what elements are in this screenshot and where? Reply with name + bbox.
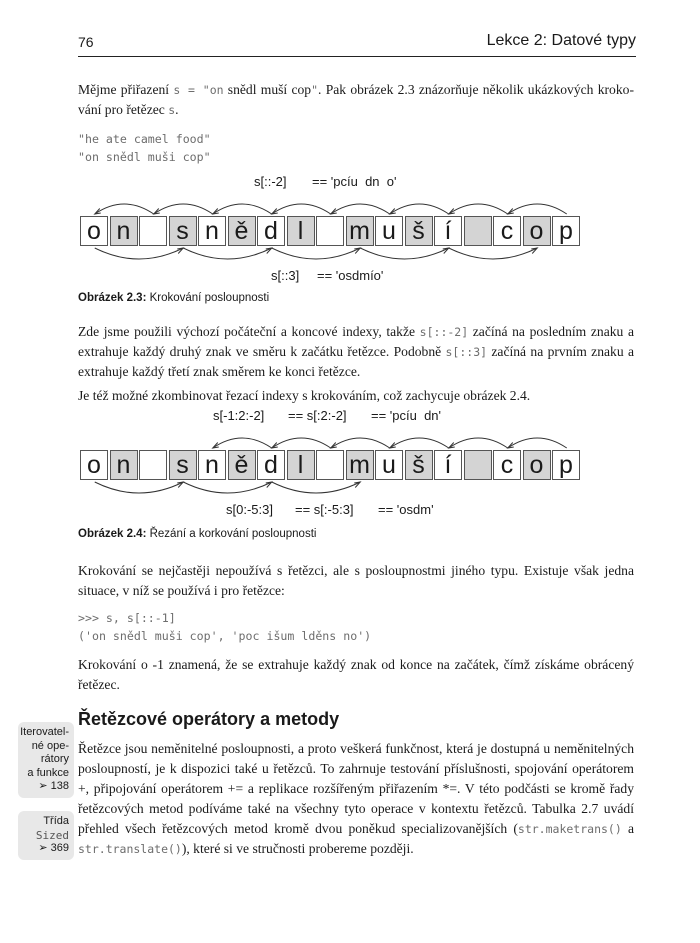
stride-arrow [390,204,449,214]
stride-arrow [390,438,449,448]
fig2-bottom-label-eq: == s[:-5:3] [295,502,354,517]
strip-cell: c [493,216,521,246]
strip-cell: ě [228,450,256,480]
fig1-bottom-label-result: == 'osdmío' [317,268,384,283]
stride-arrow [449,204,508,214]
paragraph-2 [78,322,634,382]
intro-code-3: " [311,83,319,97]
strip-cell: d [257,450,285,480]
caption-label: Obrázek 2.3: [78,292,147,304]
para2-text-3: začíná na prvním znaku a extrahuje každý třetí znak směrem ke konci řetězce. [78,344,634,379]
strip-cell [464,216,492,246]
strip-cell: í [434,450,462,480]
strip-cell: u [375,216,403,246]
sidebar-code: Sized [35,828,69,842]
paragraph-3: Je též možné zkombinovat řezací indexy s krokováním, což zachycuje obrázek 2.4. [78,388,531,403]
strip-cell: š [405,216,433,246]
stride-arrow [95,482,184,493]
stride-arrow [272,204,331,214]
stride-arrow [213,438,272,448]
para6-code-2: str.translate() [78,842,182,856]
strip-cell: n [110,216,138,246]
sidebar-line: a funkce [27,766,69,779]
strip-cell: p [552,216,580,246]
strip-cell: í [434,216,462,246]
para6-code-1: str.maketrans() [517,822,622,836]
stride-arrow [272,482,361,493]
stride-arrow [213,204,272,214]
sidebar-line: Třída [43,815,69,827]
intro-text-1: Mějme přiřazení [78,82,174,97]
stride-arrow [95,248,184,259]
code-line: ('on snědl muši cop', 'poc išum lděns no') [78,629,372,643]
sidebar-ref-iterable-operators[interactable] [18,722,74,798]
stride-arrow [508,438,567,448]
intro-code-2: on [209,83,224,97]
fig1-top-label-result: == 'pcíu dn o' [312,174,397,189]
stride-arrow [272,248,361,259]
strip-cell: c [493,450,521,480]
strip-cell: m [346,450,374,480]
para2-code-2: s[::3] [445,345,488,359]
intro-paragraph [78,80,634,120]
stride-arrow [183,248,272,259]
figure-2-caption [78,528,316,540]
strip-cell [316,450,344,480]
sidebar-line: Iterovatel- [20,726,69,738]
para2-text-1: Zde jsme použili výchozí počáteční a koncové indexy, takže [78,324,420,339]
stride-arrow [95,204,154,214]
strip-cell: l [287,450,315,480]
fig2-bottom-label-expr: s[0:-5:3] [226,502,273,517]
strip-cell [316,216,344,246]
stride-arrow [508,204,567,214]
code-block-2 [78,609,371,645]
strip-cell: o [523,450,551,480]
paragraph-5: Krokování o -1 znamená, že se extrahuje každý znak od konce na začátek, čímž získáme obrácený řetězec. [78,657,634,692]
stride-arrow [183,482,272,493]
stride-arrow [449,248,538,259]
para6-text-2: a [621,821,634,836]
sidebar-line: rátory [40,753,69,765]
strip-cell: d [257,216,285,246]
page-header [78,32,636,57]
strip-cell: m [346,216,374,246]
sidebar-line: né ope- [31,739,69,752]
intro-text-3: . Pak obrázek 2.3 znázorňuje několik ukázkových kroko-vání pro řetězec [78,82,634,117]
strip-cell: p [552,450,580,480]
code-line: "on snědl muši cop" [78,150,211,164]
page-number: 76 [78,34,94,50]
intro-code-1: s = " [173,83,210,97]
strip-cell: o [80,450,108,480]
stride-arrow [272,438,331,448]
strip-cell [139,216,167,246]
stride-arrow [331,204,390,214]
strip-cell: ě [228,216,256,246]
para6-text-1: Řetězce jsou neměnitelné posloupnosti, a proto veškerá funkčnost, která je dostupná u neměnitelných posloupností, je k dispozici také u řetězců. To zahrnuje testování příslušnosti, spojování operátorem +, připojování operátorem += a replikace rozšířeným přiřazením *=. V této podčásti se kromě řady řetězcových metod podíváme také na všechny tyto operace v kontextu řetězců. Tabulka 2.7 uvádí přehled všech řetězcových metod kromě dvou poněkud specializovanějších ( [78,741,634,836]
fig2-top-label-expr: s[-1:2:-2] [213,408,265,423]
fig2-top-label-result: == 'pcíu dn' [371,408,442,423]
stride-arrow [449,438,508,448]
para2-text-2: začíná na posledním znaku a extrahuje každý druhý znak ve směru k začátku řetězce. Podobně [78,324,634,359]
stride-arrow [331,438,390,448]
para6-text-3: ), které si ve stručnosti probereme později. [181,841,414,856]
figure-1-caption [78,292,269,304]
fig2-top-label-eq: == s[:2:-2] [288,408,347,423]
paragraph-4: Krokování se nejčastěji nepoužívá s řetězci, ale s posloupnostmi jiného typu. Existuje však jedna situace, v níž se používá i pro řetězce: [78,563,634,598]
caption-label: Obrázek 2.4: [78,528,147,540]
sidebar-ref-sized-class[interactable] [18,811,74,860]
strip-cell: l [287,216,315,246]
intro-text-4: . [175,102,179,117]
strip-cell: o [80,216,108,246]
fig1-top-label-expr: s[::-2] [254,174,287,189]
strip-cell: s [169,450,197,480]
stride-arrow [154,204,213,214]
strip-cell: u [375,450,403,480]
strip-cell: o [523,216,551,246]
para2-code-1: s[::-2] [419,325,469,339]
intro-code-s: s [168,103,176,117]
caption-text: Řezání a korkování posloupnosti [146,528,317,540]
strip-cell: š [405,450,433,480]
strip-cell: n [110,450,138,480]
sidebar-page-ref: ➢ 369 [38,842,69,854]
paragraph-6 [78,739,634,859]
strip-cell [464,450,492,480]
code-line: >>> s, s[::-1] [78,611,176,625]
code-block-1 [78,130,211,166]
code-line: "he ate camel food" [78,132,211,146]
section-heading: Řetězcové operátory a metody [78,709,340,729]
strip-cell: s [169,216,197,246]
stride-arrow [360,248,449,259]
fig1-bottom-label-expr: s[::3] [271,268,300,283]
strip-cell: n [198,216,226,246]
strip-cell [139,450,167,480]
caption-text: Krokování posloupnosti [146,292,270,304]
sidebar-page-ref: ➢ 138 [38,780,69,792]
fig2-bottom-label-result: == 'osdm' [378,502,434,517]
chapter-title: Lekce 2: Datové typy [486,32,636,49]
strip-cell: n [198,450,226,480]
intro-text-2: snědl muší cop [223,82,312,97]
